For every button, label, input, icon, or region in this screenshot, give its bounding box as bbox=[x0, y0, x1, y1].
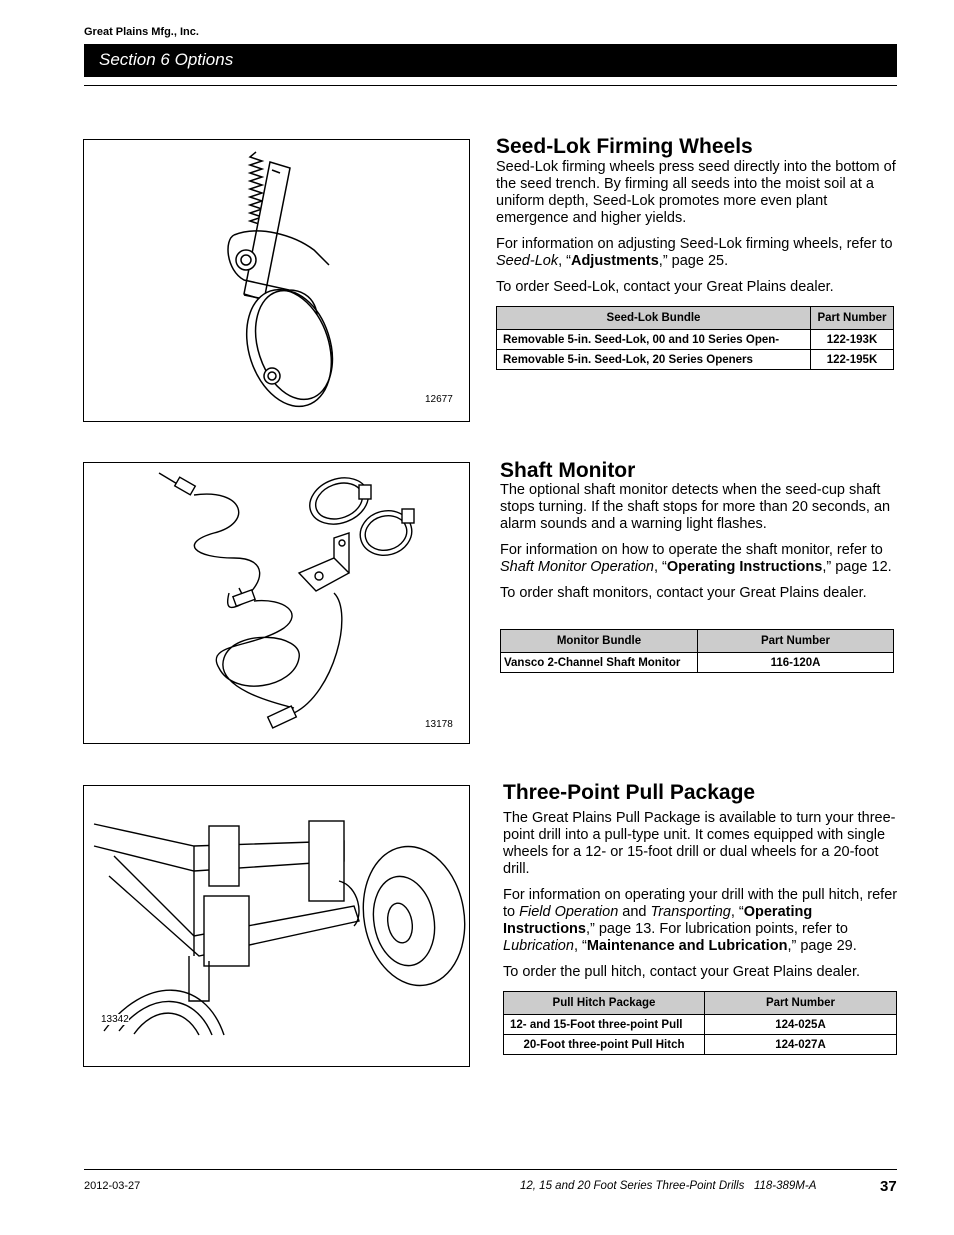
shaft-monitor-parts-table bbox=[500, 629, 894, 673]
footer-rule bbox=[84, 1169, 897, 1170]
pull-paragraph-3: To order the pull hitch, contact your Great Plains dealer. bbox=[503, 964, 861, 980]
seedlok-paragraph-3: To order Seed-Lok, contact your Great Plains dealer. bbox=[496, 279, 834, 295]
table-cell: 12- and 15-Foot three-point Pull bbox=[504, 1015, 705, 1035]
table-header-row bbox=[504, 992, 897, 1015]
table-row bbox=[497, 330, 894, 350]
seedlok-paragraph-1: Seed-Lok firming wheels press seed directly into the bottom of the seed trench. By firming all seeds into the moist soil at a uniform depth, Seed-Lok promotes more even plant emergence and higher yields. bbox=[496, 159, 896, 226]
shaft-paragraph-2 bbox=[500, 542, 900, 576]
table-header-row bbox=[497, 307, 894, 330]
text-run: For information on how to operate the shaft monitor, refer to bbox=[500, 542, 883, 558]
seedlok-body bbox=[496, 159, 898, 305]
shaft-monitor-figure bbox=[83, 462, 470, 744]
text-run: , “ bbox=[573, 938, 587, 954]
shaft-monitor-body bbox=[500, 482, 900, 611]
text-run: For information on operating your drill with the pull hitch, refer to bbox=[503, 887, 898, 920]
pull-package-illustration bbox=[84, 786, 468, 1065]
pull-package-heading: Three-Point Pull Package bbox=[503, 781, 756, 804]
header-rule bbox=[84, 85, 897, 86]
pull-package-figure bbox=[83, 785, 470, 1067]
seedlok-paragraph-2 bbox=[496, 236, 898, 270]
text-run: , “ bbox=[653, 559, 667, 575]
text-run: ,” page 25. bbox=[658, 253, 729, 269]
table-header-cell: Part Number bbox=[698, 630, 894, 653]
table-header-cell: Pull Hitch Package bbox=[504, 992, 705, 1015]
table-header-row bbox=[501, 630, 894, 653]
shaft-paragraph-1: The optional shaft monitor detects when the seed-cup shaft stops turning. If the shaft stops for more than 20 seconds, an alarm sounds and a warning light flashes. bbox=[500, 482, 891, 532]
pull-package-parts-table bbox=[503, 991, 897, 1055]
shaft-monitor-illustration bbox=[84, 463, 468, 742]
figure-number: 13342 bbox=[101, 1014, 129, 1025]
table-cell: Removable 5-in. Seed-Lok, 00 and 10 Series Open- bbox=[497, 330, 811, 350]
table-row bbox=[504, 1035, 897, 1055]
pull-paragraph-2 bbox=[503, 887, 900, 955]
footer-doc-title: 12, 15 and 20 Foot Series Three-Point Drills 118-389M-A bbox=[520, 1180, 817, 1192]
xref-bold: Operating Instructions bbox=[666, 559, 823, 575]
figure-number: 13178 bbox=[425, 719, 453, 730]
table-cell: 124-027A bbox=[705, 1035, 897, 1055]
text-run: ,” page 13. For lubrication points, refer to bbox=[585, 921, 848, 937]
table-row bbox=[497, 350, 894, 370]
xref-italic: Seed-Lok bbox=[496, 253, 559, 269]
seedlok-parts-table bbox=[496, 306, 894, 370]
table-cell: 20-Foot three-point Pull Hitch bbox=[504, 1035, 705, 1055]
company-name: Great Plains Mfg., Inc. bbox=[84, 26, 199, 38]
section-title: Section 6 Options bbox=[99, 50, 234, 69]
table-cell: 124-025A bbox=[705, 1015, 897, 1035]
xref-bold: Operating Instructions bbox=[503, 904, 813, 937]
text-run: , “ bbox=[730, 904, 744, 920]
table-header-cell: Seed-Lok Bundle bbox=[497, 307, 811, 330]
seedlok-heading: Seed-Lok Firming Wheels bbox=[496, 135, 753, 158]
text-run: , “ bbox=[558, 253, 571, 269]
pull-paragraph-1: The Great Plains Pull Package is available to turn your three-point drill into a pull-type unit. It comes equipped with single wheels for a 12- or 15-foot drill or dual wheels for a 20-foot drill. bbox=[503, 810, 896, 877]
page-number: 37 bbox=[880, 1178, 897, 1195]
table-row bbox=[501, 653, 894, 673]
text-run: For information on adjusting Seed-Lok firming wheels, refer to bbox=[496, 236, 893, 252]
table-header-cell: Part Number bbox=[811, 307, 894, 330]
table-cell: 116-120A bbox=[698, 653, 894, 673]
text-run: ,” page 29. bbox=[787, 938, 857, 954]
xref-italic: Field Operation bbox=[519, 904, 619, 920]
table-cell: Vansco 2-Channel Shaft Monitor bbox=[501, 653, 698, 673]
table-row bbox=[504, 1015, 897, 1035]
table-cell: Removable 5-in. Seed-Lok, 20 Series Openers bbox=[497, 350, 811, 370]
table-cell: 122-195K bbox=[811, 350, 894, 370]
footer-date: 2012-03-27 bbox=[84, 1180, 141, 1192]
seedlok-illustration bbox=[84, 140, 468, 420]
shaft-monitor-heading: Shaft Monitor bbox=[500, 459, 636, 482]
xref-italic: Shaft Monitor Operation bbox=[500, 559, 654, 575]
table-header-cell: Part Number bbox=[705, 992, 897, 1015]
text-run: ,” page 12. bbox=[822, 559, 892, 575]
pull-package-body bbox=[503, 810, 900, 990]
seedlok-figure bbox=[83, 139, 470, 422]
table-cell: 122-193K bbox=[811, 330, 894, 350]
xref-italic: Transporting bbox=[650, 904, 731, 920]
text-run: and bbox=[618, 904, 651, 920]
shaft-paragraph-3: To order shaft monitors, contact your Great Plains dealer. bbox=[500, 585, 867, 601]
xref-italic: Lubrication bbox=[503, 938, 574, 954]
figure-number: 12677 bbox=[425, 394, 453, 405]
table-header-cell: Monitor Bundle bbox=[501, 630, 698, 653]
xref-bold: Maintenance and Lubrication bbox=[586, 938, 788, 954]
section-banner bbox=[84, 44, 897, 77]
xref-bold: Adjustments bbox=[570, 253, 659, 269]
